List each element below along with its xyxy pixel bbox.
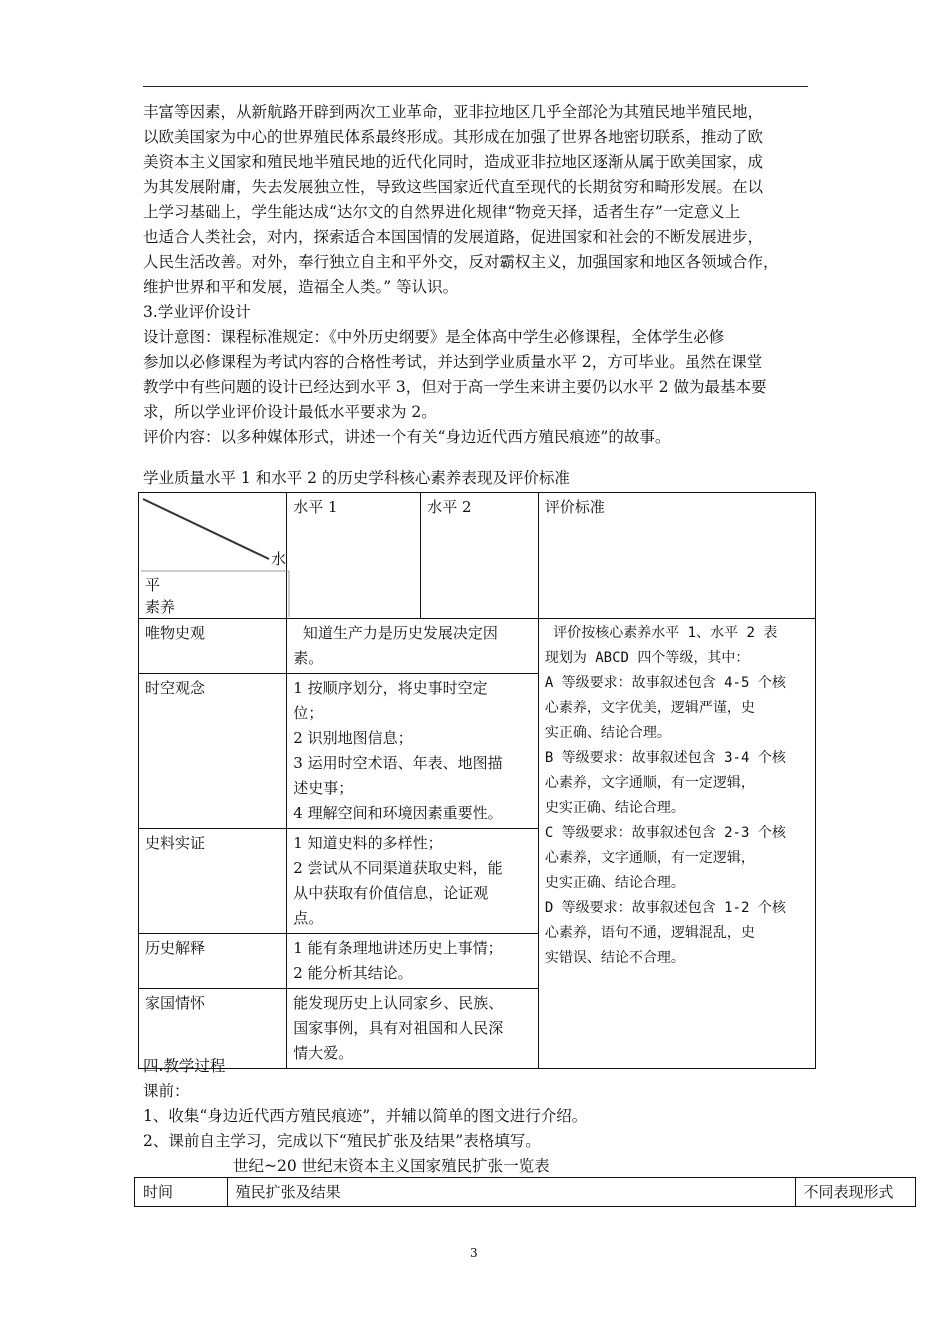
pre-class-item: 1、收集“身边近代西方殖民痕迹”，并辅以简单的图文进行介绍。 <box>143 1107 588 1125</box>
intro-line: 也适合人类社会，对内，探索适合本国国情的发展道路，促进国家和社会的不断发展进步， <box>143 228 764 246</box>
design-line: 参加以必修课程为考试内容的合格性考试，并达到学业质量水平 2，方可毕业。虽然在课堂 <box>143 353 763 371</box>
criteria-line: D 等级要求：故事叙述包含 1-2 个核 <box>544 900 786 916</box>
criteria-line: C 等级要求：故事叙述包含 2-3 个核 <box>544 825 786 841</box>
diag-label-level: 水 <box>271 550 287 568</box>
criteria-line: 史实正确、结论合理。 <box>544 875 685 891</box>
criteria-cell <box>538 619 815 1069</box>
literacy-desc-line: 4 理解空间和环境因素重要性。 <box>293 804 503 822</box>
diagonal-header-cell <box>139 493 287 619</box>
pre-class-item: 2、课前自主学习，完成以下“殖民扩张及结果”表格填写。 <box>143 1132 541 1150</box>
literacy-desc-line: 1 能有条理地讲述历史上事情； <box>293 939 503 957</box>
diag-label-ping: 平 <box>145 576 161 594</box>
literacy-desc-line: 国家事例，具有对祖国和人民深 <box>293 1019 504 1037</box>
literacy-desc-line: 素。 <box>293 649 324 667</box>
intro-line: 人民生活改善。对外，奉行独立自主和平外交，反对霸权主义，加强国家和地区各领域合作， <box>143 253 779 271</box>
diag-label-literacy: 素养 <box>145 598 176 616</box>
table2-caption: 世纪~20 世纪末资本主义国家殖民扩张一览表 <box>233 1157 550 1175</box>
literacy-desc <box>287 934 539 989</box>
criteria-line: 现划为 ABCD 四个等级，其中： <box>544 650 750 666</box>
literacy-name: 历史解释 <box>139 934 287 989</box>
evaluation-table <box>138 492 816 1069</box>
intro-line: 上学习基础上，学生能达成“达尔文的自然界进化规律“物竞天择，适者生存”一定意义上 <box>143 203 741 221</box>
criteria-line: 心素养，文字优美，逻辑严谨，史 <box>544 700 755 716</box>
criteria-line: 实错误、结论不合理。 <box>544 950 685 966</box>
design-line: 求，所以学业评价设计最低水平要求为 2。 <box>143 403 437 421</box>
header-level2: 水平 2 <box>421 493 539 619</box>
section3-heading: 3.学业评价设计 <box>143 303 251 321</box>
intro-line: 维护世界和平和发展，造福全人类。” 等认识。 <box>143 278 459 296</box>
literacy-desc-line: 情大爱。 <box>293 1044 354 1062</box>
criteria-line: 评价按核心素养水平 1、水平 2 表 <box>544 625 778 641</box>
criteria-line: 实正确、结论合理。 <box>544 725 671 741</box>
page-number: 3 <box>470 1246 478 1260</box>
literacy-desc <box>287 619 539 674</box>
intro-line: 为其发展附庸，失去发展独立性，导致这些国家近代直至现代的长期贫穷和畸形发展。在以 <box>143 178 764 196</box>
literacy-name: 史料实证 <box>139 829 287 934</box>
eval-content: 评价内容：以多种媒体形式，讲述一个有关“身边近代西方殖民痕迹”的故事。 <box>143 428 671 446</box>
table2-header-expansion: 殖民扩张及结果 <box>227 1178 795 1207</box>
literacy-desc-line: 位； <box>293 704 324 722</box>
criteria-line: 心素养，文字通顺，有一定逻辑， <box>544 775 755 791</box>
pre-class-label: 课前： <box>143 1082 190 1100</box>
design-line: 设计意图：课程标准规定：《中外历史纲要》是全体高中学生必修课程，全体学生必修 <box>143 328 725 346</box>
literacy-desc-line: 能发现历史上认同家乡、民族、 <box>293 994 504 1012</box>
intro-line: 以欧美国家为中心的世界殖民体系最终形成。其形成在加强了世界各地密切联系，推动了欧 <box>143 128 764 146</box>
literacy-desc <box>287 989 539 1069</box>
header-rule <box>143 86 808 87</box>
literacy-desc <box>287 674 539 829</box>
intro-line: 丰富等因素，从新航路开辟到两次工业革命，亚非拉地区几乎全部沦为其殖民地半殖民地， <box>143 103 764 121</box>
criteria-line: 心素养，文字通顺，有一定逻辑， <box>544 850 755 866</box>
literacy-name: 时空观念 <box>139 674 287 829</box>
table2-header-time: 时间 <box>135 1178 228 1207</box>
literacy-desc <box>287 829 539 934</box>
literacy-desc-line: 1 知道史料的多样性； <box>293 834 443 852</box>
literacy-desc-line: 2 能分析其结论。 <box>293 964 413 982</box>
intro-line: 美资本主义国家和殖民地半殖民地的近代化同时，造成亚非拉地区逐渐从属于欧美国家，成 <box>143 153 764 171</box>
literacy-name: 唯物史观 <box>139 619 287 674</box>
header-criteria: 评价标准 <box>538 493 815 619</box>
criteria-line: A 等级要求：故事叙述包含 4-5 个核 <box>544 675 786 691</box>
section4-heading: 四.教学过程 <box>143 1057 226 1075</box>
header-level1: 水平 1 <box>287 493 421 619</box>
design-line: 教学中有些问题的设计已经达到水平 3，但对于高一学生来讲主要仍以水平 2 做为最基本要 <box>143 378 767 396</box>
literacy-desc-line: 1 按顺序划分，将史事时空定 <box>293 679 488 697</box>
colonial-expansion-table <box>134 1177 916 1207</box>
literacy-desc-line: 3 运用时空术语、年表、地图描 <box>293 754 503 772</box>
table2-header-forms: 不同表现形式 <box>795 1178 916 1207</box>
table1-caption: 学业质量水平 1 和水平 2 的历史学科核心素养表现及评价标准 <box>143 469 570 487</box>
literacy-desc-line: 述史事； <box>293 779 354 797</box>
literacy-desc-line: 点。 <box>293 909 324 927</box>
literacy-name: 家国情怀 <box>139 989 287 1069</box>
literacy-desc-line: 从中获取有价值信息，论证观 <box>293 884 489 902</box>
criteria-line: 心素养，语句不通，逻辑混乱，史 <box>544 925 755 941</box>
criteria-line: B 等级要求：故事叙述包含 3-4 个核 <box>544 750 786 766</box>
literacy-desc-line: 2 识别地图信息； <box>293 729 413 747</box>
literacy-desc-line: 知道生产力是历史发展决定因 <box>293 624 498 642</box>
literacy-desc-line: 2 尝试从不同渠道获取史料，能 <box>293 859 503 877</box>
criteria-line: 史实正确、结论合理。 <box>544 800 685 816</box>
